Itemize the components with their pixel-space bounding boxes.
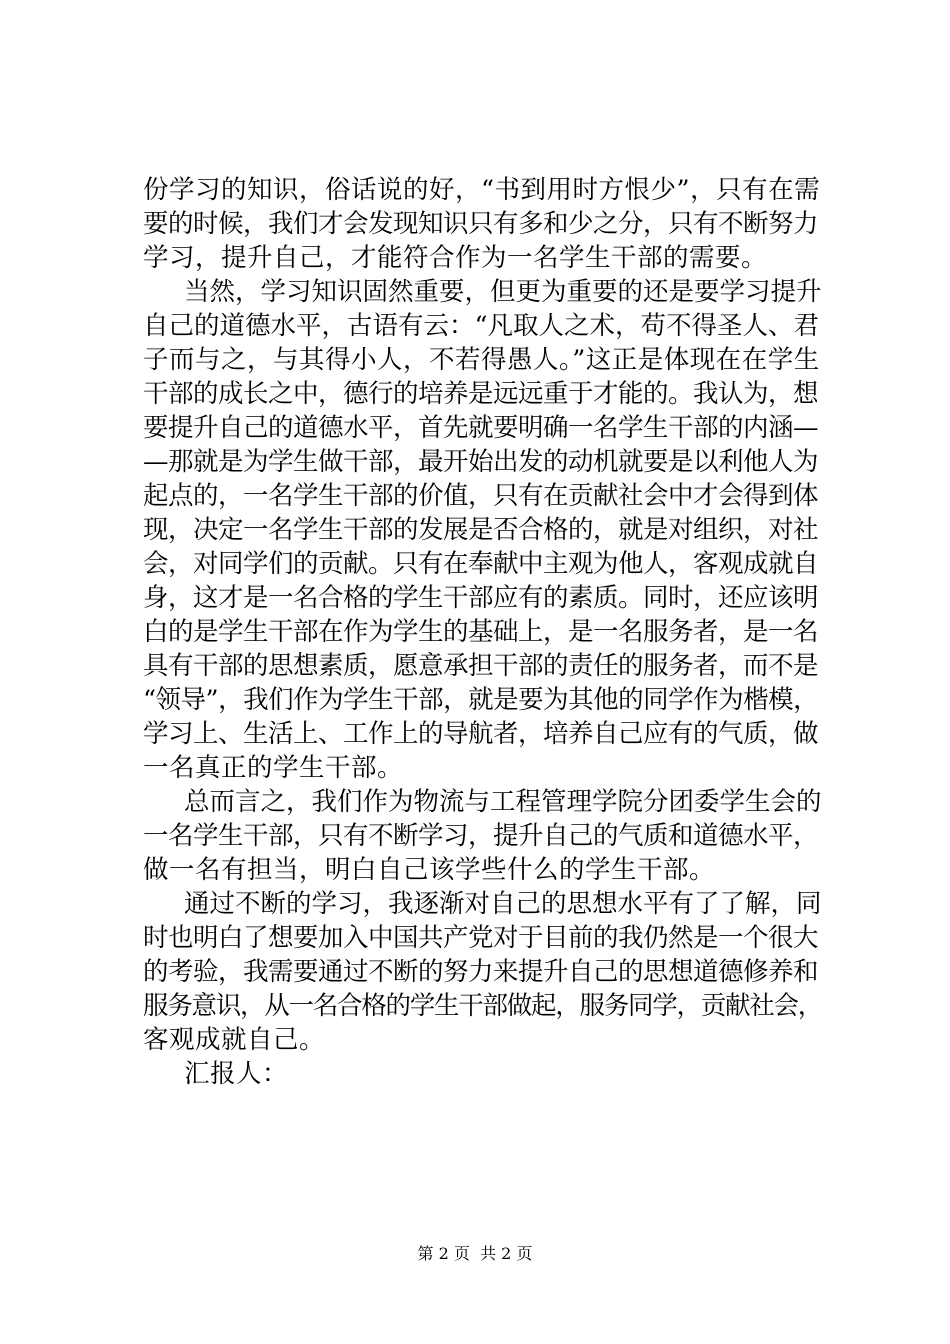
text-line: 白的是学生干部在作为学生的基础上，是一名服务者，是一名 [143,617,819,647]
text-line: 通过不断的学习，我逐渐对自己的思想水平有了了解，同 [184,889,822,919]
text-line: —那就是为学生做干部，最开始出发的动机就要是以利他人为 [143,447,819,477]
text-line: 干部的成长之中，德行的培养是远远重于才能的。我认为，想 [143,379,819,409]
text-line: “领导”，我们作为学生干部，就是要为其他的同学作为楷模， [143,685,819,715]
text-line: 要提升自己的道德水平，首先就要明确一名学生干部的内涵— [143,413,819,443]
text-line: 一名学生干部，只有不断学习，提升自己的气质和道德水平， [143,821,819,851]
text-line: 学习上、生活上、工作上的导航者，培养自己应有的气质，做 [143,719,819,749]
page-number-footer: 第 2 页 共 2 页 [417,1244,533,1263]
text-line: 自己的道德水平，古语有云：“凡取人之术，苟不得圣人、君 [143,311,820,341]
signature-line: 汇报人： [184,1059,289,1089]
text-line: 份学习的知识，俗话说的好，“书到用时方恨少”，只有在需 [143,175,821,205]
text-line: 时也明白了想要加入中国共产党对于目前的我仍然是一个很大 [143,923,819,953]
text-line: 身，这才是一名合格的学生干部应有的素质。同时，还应该明 [143,583,819,613]
text-line: 一名真正的学生干部。 [143,753,404,783]
text-line: 具有干部的思想素质，愿意承担干部的责任的服务者，而不是 [143,651,819,681]
text-line: 客观成就自己。 [143,1025,326,1055]
text-line: 要的时候，我们才会发现知识只有多和少之分，只有不断努力 [143,209,819,239]
text-line: 起点的，一名学生干部的价值，只有在贡献社会中才会得到体 [143,481,819,511]
text-line: 做一名有担当，明白自己该学些什么的学生干部。 [143,855,716,885]
text-line: 的考验，我需要通过不断的努力来提升自己的思想道德修养和 [143,957,819,987]
text-line: 总而言之，我们作为物流与工程管理学院分团委学生会的 [184,787,822,817]
text-line: 现，决定一名学生干部的发展是否合格的，就是对组织，对社 [143,515,819,545]
text-line: 学习，提升自己，才能符合作为一名学生干部的需要。 [143,243,768,273]
text-line: 会，对同学们的贡献。只有在奉献中主观为他人，客观成就自 [143,549,819,579]
text-line: 服务意识，从一名合格的学生干部做起，服务同学，贡献社会， [143,991,823,1021]
text-line: 当然，学习知识固然重要，但更为重要的还是要学习提升 [184,277,822,307]
text-line: 子而与之，与其得小人，不若得愚人。”这正是体现在在学生 [143,345,820,375]
